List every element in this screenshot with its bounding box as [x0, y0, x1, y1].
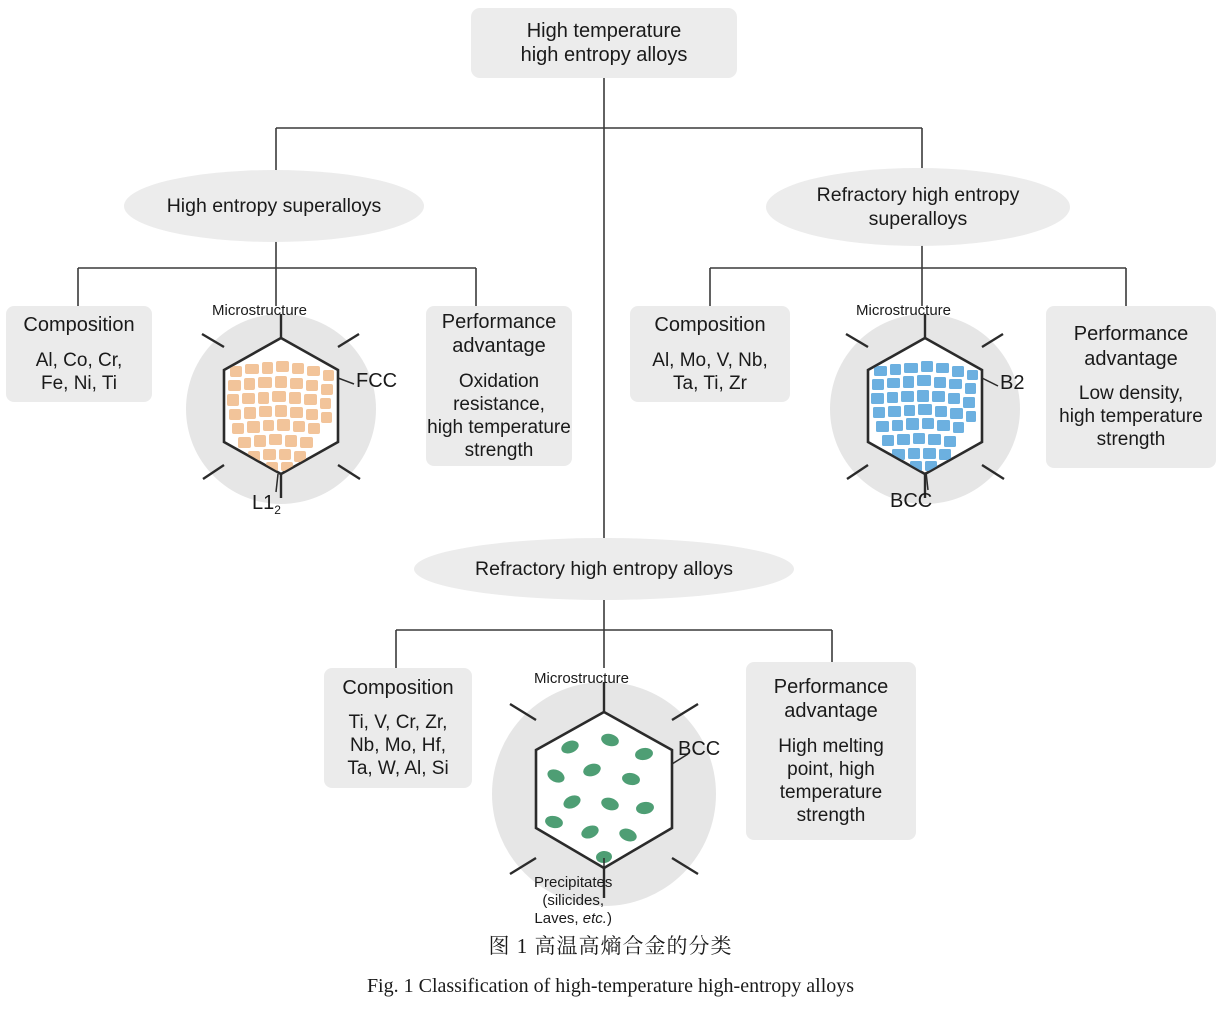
right-performance-line-2: high temperature — [1059, 406, 1203, 428]
left-phase-fcc-label: FCC — [356, 370, 398, 392]
right-performance-line-3: strength — [1096, 429, 1166, 451]
left-composition-line-1: Al, Co, Cr, — [35, 349, 123, 371]
right-branch-title: Refractory high entropy superalloys — [816, 183, 1020, 230]
bottom-composition-line-2: Nb, Mo, Hf, — [349, 735, 447, 757]
left-microstructure-label: Microstructure — [212, 302, 308, 319]
right-performance-line-1: Low density, — [1078, 383, 1184, 405]
bottom-performance-line-2: point, high — [787, 758, 875, 780]
bottom-phase-bcc-label: BCC — [678, 738, 721, 760]
bottom-composition-title: Composition — [342, 676, 454, 699]
left-micro-svg — [186, 306, 376, 510]
left-composition-title: Composition — [23, 314, 135, 337]
left-performance-line-1: Oxidation — [458, 370, 540, 392]
left-performance-box — [426, 306, 572, 466]
bottom-composition-line-3: Ta, W, Al, Si — [347, 758, 449, 780]
left-phase-l12-label: $L1_2$ — [252, 492, 281, 517]
root-line-2: high entropy alloys — [520, 44, 688, 66]
bottom-performance-title-1: Performance — [773, 675, 889, 698]
bottom-performance-line-3: temperature — [779, 781, 883, 803]
right-microstructure-label: Microstructure — [856, 302, 952, 319]
left-performance-line-4: strength — [464, 440, 534, 462]
right-composition-box — [630, 306, 790, 402]
right-performance-title-2: advantage — [1084, 347, 1178, 370]
bottom-performance-line-1: High melting — [778, 735, 884, 757]
right-composition-line-1: Al, Mo, V, Nb, — [652, 349, 768, 371]
node-root — [471, 8, 737, 78]
figure-caption-english: Fig. 1 Classification of high-temperature high-entropy alloys — [366, 975, 855, 997]
bottom-performance-line-4: strength — [796, 805, 866, 827]
left-branch-title: High entropy superalloys — [166, 194, 382, 217]
bottom-microstructure-graphic — [492, 670, 721, 927]
right-performance-title-1: Performance — [1073, 323, 1189, 346]
node-refractory-high-entropy-superalloys — [766, 168, 1070, 246]
left-composition-line-2: Fe, Ni, Ti — [40, 372, 117, 394]
node-refractory-high-entropy-alloys — [414, 538, 794, 600]
left-performance-line-3: high temperature — [427, 416, 571, 438]
root-line-1: High temperature — [526, 19, 682, 42]
right-phase-bcc-label: BCC — [890, 490, 933, 512]
bottom-precipitates-label: Precipitates (silicides, Laves, etc.) — [534, 874, 613, 927]
bottom-performance-title-2: advantage — [784, 700, 878, 723]
right-micro-svg — [830, 306, 1020, 510]
left-performance-title-1: Performance — [441, 310, 557, 333]
right-performance-box — [1046, 306, 1216, 468]
left-performance-line-2: resistance, — [453, 393, 545, 415]
right-composition-line-2: Ta, Ti, Zr — [673, 372, 747, 394]
bottom-microstructure-label: Microstructure — [534, 670, 630, 687]
node-high-entropy-superalloys — [124, 170, 424, 242]
bottom-performance-box — [746, 662, 916, 840]
left-composition-box — [6, 306, 152, 402]
right-phase-b2-label: B2 — [1000, 372, 1025, 394]
bottom-branch-title: Refractory high entropy alloys — [475, 557, 733, 580]
right-microstructure-graphic — [830, 302, 1025, 512]
left-performance-title-2: advantage — [452, 335, 546, 358]
bottom-composition-box — [324, 668, 472, 788]
right-composition-title: Composition — [654, 314, 766, 337]
bottom-composition-line-1: Ti, V, Cr, Zr, — [348, 711, 448, 733]
figure-caption-chinese: 图 1 高温高熵合金的分类 — [488, 934, 733, 958]
left-microstructure-graphic — [186, 302, 398, 517]
